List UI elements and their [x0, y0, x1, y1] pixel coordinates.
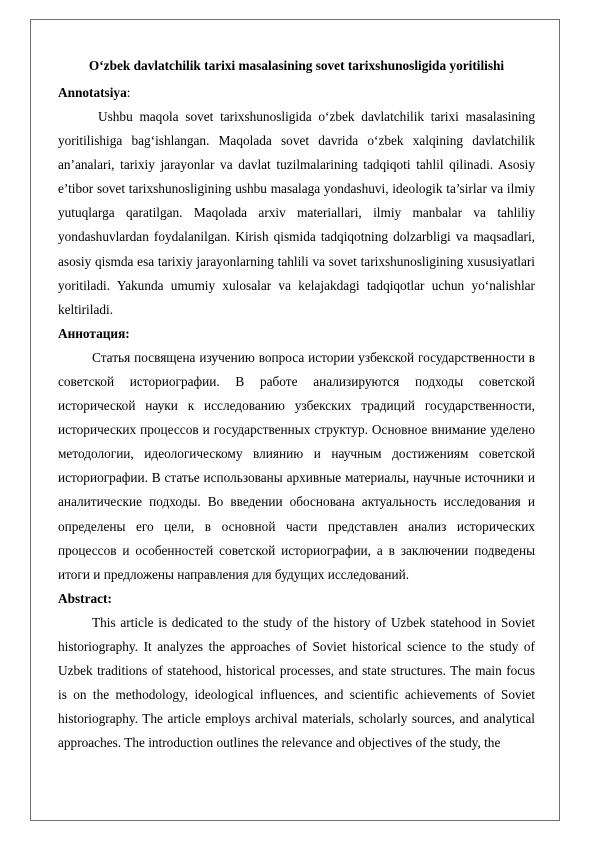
abstract-text-en: This article is dedicated to the study of the history of Uzbek statehood in Soviet historiography. It analyzes the approaches of Soviet historical science to the study of Uzbek traditions of statehood, historical processes, and state structures. The main focus is on the methodology, ideological influences, and scientific achievements of Soviet historiography. The article employs archival materials, scholarly sources, and analytical approaches. The introduction outlines the relevance and objectives of the study, the	[58, 614, 535, 751]
section-heading-en: Abstract:	[58, 590, 112, 606]
abstract-text-uz: Ushbu maqola sovet tarixshunosligida o‘zbek davlatchilik tarixi masalasining yoritilishiga bag‘ishlangan. Maqolada sovet davrida o‘zbek xalqining davlatchilik an’analari, tarixiy jarayonlar va davlat tuzilmalarining tadqiqoti tahlil qilinadi. Asosiy e’tibor sovet tarixshunosligining ushbu masalaga yondashuvi, ideologik ta’sirlar va ilmiy yutuqlarga qaratilgan. Maqolada arxiv materiallari, ilmiy manbalar va tahliliy yondashuvlardan foydalanilgan. Kirish qismida tadqiqotning dolzarbligi va maqsadlari, asosiy qismda esa tarixiy jarayonlarning tahlili va sovet tarixshunosligining xususiyatlari yoritiladi. Yakunda umumiy xulosalar va kelajakdagi tadqiqotlar uchun yo‘nalishlar keltiriladi.	[58, 109, 535, 317]
section-heading-ru: Аннотация:	[58, 325, 130, 341]
heading-colon-uz: :	[126, 85, 131, 100]
document-body	[58, 54, 535, 755]
abstract-text-ru: Статья посвящена изучению вопроса истории узбекской государственности в советской историографии. В работе анализируются подходы советской исторической науки к исследованию узбекских традиций государственности, исторических процессов и государственных структур. Основное внимание уделено методологии, идеологическому влиянию и научным достижениям советской историографии. В статье использованы архивные материалы, научные источники и аналитические подходы. Во введении обоснована актуальность исследования и определены его цели, в основной части представлен анализ исторических процессов и особенностей советской историографии, а в заключении подведены итоги и предложены направления для будущих исследований.	[58, 349, 535, 582]
heading-label-uz: Annotatsiya	[58, 85, 127, 100]
section-heading-uz	[58, 81, 535, 105]
article-title: O‘zbek davlatchilik tarixi masalasining sovet tarixshunosligida yoritilishi	[88, 58, 505, 73]
